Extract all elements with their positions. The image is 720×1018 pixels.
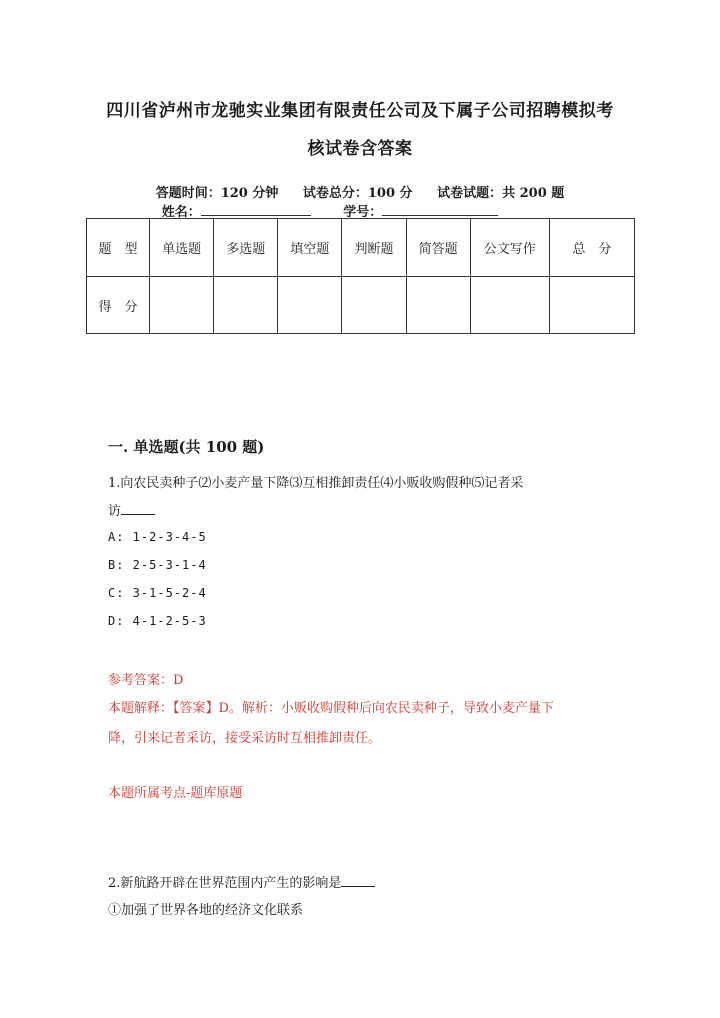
question-2-stem — [108, 872, 375, 891]
header-cell-short-answer: 简答题 — [406, 219, 470, 277]
question-1-stem-cont — [108, 500, 155, 519]
document-title-line2: 核试卷含答案 — [307, 139, 413, 159]
score-cell[interactable] — [214, 277, 278, 334]
score-row-label: 得 分 — [87, 277, 150, 334]
header-cell-official-writing: 公文写作 — [470, 219, 549, 277]
section-title: 一. 单选题(共 100 题) — [108, 438, 265, 456]
id-label: 学号： — [343, 205, 383, 220]
answer-blank — [121, 502, 155, 515]
score-cell[interactable] — [342, 277, 406, 334]
question-1-option-a[interactable]: A: 1-2-3-4-5 — [108, 530, 207, 544]
name-label: 姓名： — [161, 205, 201, 220]
header-cell-single-choice: 单选题 — [150, 219, 214, 277]
exam-question-count: 试卷试题：共 200 题 — [437, 186, 565, 201]
question-1-explanation-line2: 降，引来记者采访，接受采访时互相推卸责任。 — [108, 731, 382, 746]
question-1-stem: 1.向农民卖种子⑵小麦产量下降⑶互相推卸责任⑷小贩收购假种⑸记者采 — [108, 476, 524, 491]
score-cell[interactable] — [549, 277, 634, 334]
score-table-score-row — [87, 277, 635, 334]
document-title-line1: 四川省泸州市龙驰实业集团有限责任公司及下属子公司招聘模拟考 — [106, 101, 614, 121]
header-cell-true-false: 判断题 — [342, 219, 406, 277]
name-field[interactable] — [201, 202, 311, 216]
question-1-option-b[interactable]: B: 2-5-3-1-4 — [108, 558, 207, 572]
score-cell[interactable] — [470, 277, 549, 334]
question-1-option-c[interactable]: C: 3-1-5-2-4 — [108, 586, 207, 600]
question-1-option-d[interactable]: D: 4-1-2-5-3 — [108, 614, 207, 628]
question-1-stem-line2: 访 — [108, 504, 122, 519]
question-2-stem-text: 2.新航路开辟在世界范围内产生的影响是 — [108, 876, 342, 891]
exam-time: 答题时间：120 分钟 — [155, 186, 279, 201]
header-cell-fill-blank: 填空题 — [278, 219, 342, 277]
question-1-source: 本题所属考点-题库原题 — [108, 786, 243, 801]
header-cell-total: 总 分 — [549, 219, 634, 277]
id-field[interactable] — [382, 202, 498, 216]
answer-blank — [341, 874, 375, 887]
score-table — [86, 218, 635, 334]
exam-meta — [0, 182, 720, 201]
header-cell-multiple-choice: 多选题 — [214, 219, 278, 277]
score-cell[interactable] — [150, 277, 214, 334]
score-cell[interactable] — [406, 277, 470, 334]
header-cell-type: 题 型 — [87, 219, 150, 277]
score-table-header-row — [87, 219, 635, 277]
exam-total-score: 试卷总分：100 分 — [302, 186, 413, 201]
question-1-answer: 参考答案：D — [108, 673, 184, 688]
question-2-option-1: ①加强了世界各地的经济文化联系 — [108, 903, 304, 918]
question-1-explanation-line1: 本题解释：【答案】D。解析：小贩收购假种后向农民卖种子，导致小麦产量下 — [108, 701, 554, 716]
score-cell[interactable] — [278, 277, 342, 334]
